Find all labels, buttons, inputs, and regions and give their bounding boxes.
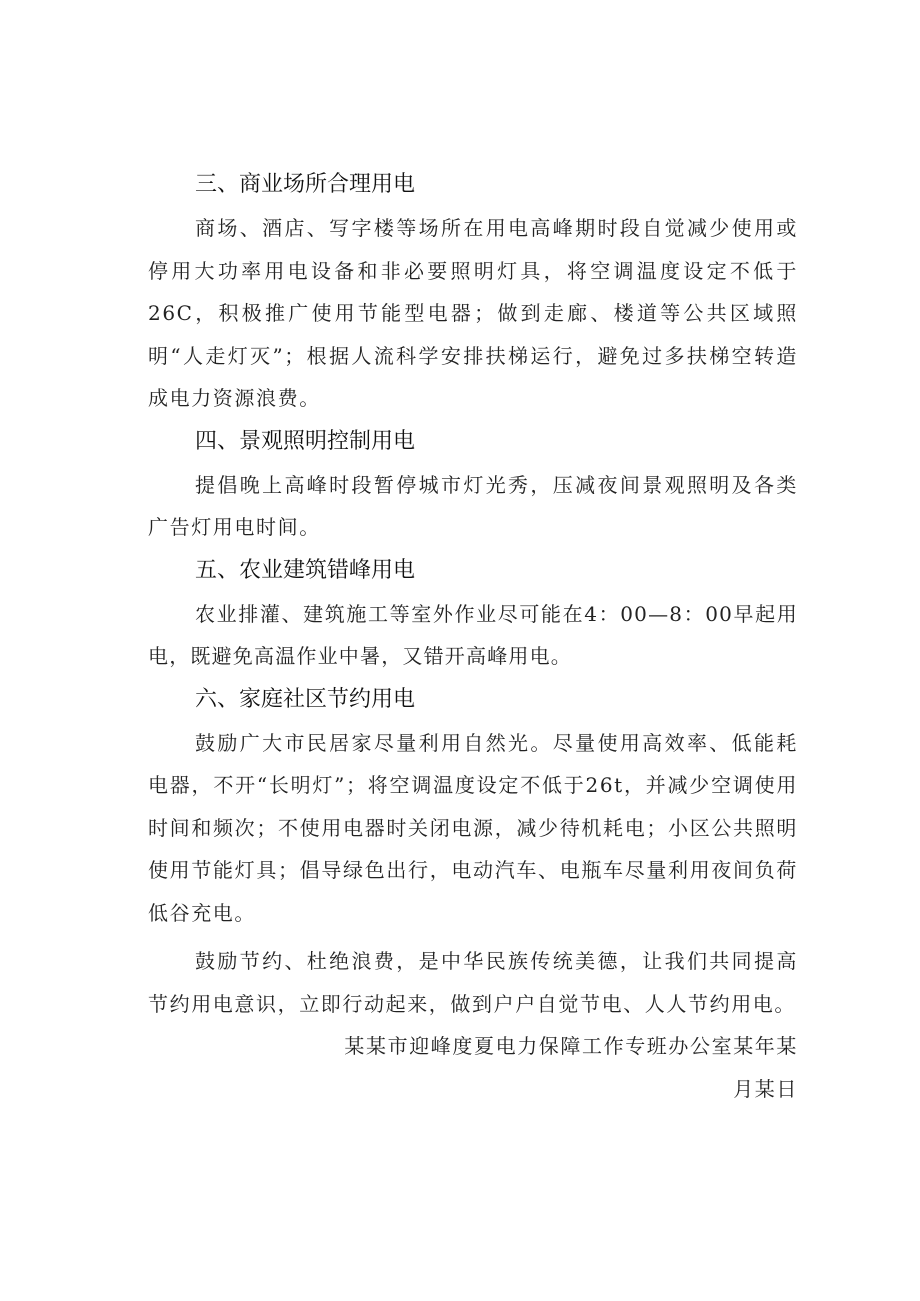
- section-paragraph: 鼓励广大市民居家尽量利用自然光。尽量使用高效率、低能耗电器，不开“长明灯”；将空调温度设定不低于26t，并减少空调使用时间和频次；不使用电器时关闭电源，减少待机耗电；小区公共照明使用节能灯具；倡导绿色出行，电动汽车、电瓶车尽量利用夜间负荷低谷充电。: [148, 730, 798, 925]
- signature-line-2: 月某日: [733, 1076, 798, 1101]
- closing-paragraph: 鼓励节约、杜绝浪费，是中华民族传统美德，让我们共同提高节约用电意识，立即行动起来，做到户户自觉节电、人人节约用电。: [148, 949, 798, 1016]
- signature-block: [148, 1025, 798, 1110]
- section-paragraph: 商场、酒店、写字楼等场所在用电高峰期时段自觉减少使用或停用大功率用电设备和非必要照明灯具，将空调温度设定不低于26C，积极推广使用节能型电器；做到走廊、楼道等公共区域照明“人走灯灭”；根据人流科学安排扶梯运行，避免过多扶梯空转造成电力资源浪费。: [148, 216, 798, 410]
- section-paragraph: 农业排灌、建筑施工等室外作业尽可能在4：00—8：00早起用电，既避免高温作业中暑，又错开高峰用电。: [148, 601, 798, 668]
- section-landscape-lighting: [148, 420, 798, 549]
- section-heading: 四、景观照明控制用电: [195, 428, 416, 454]
- section-household-community: [148, 678, 798, 935]
- section-heading: 三、商业场所合理用电: [195, 172, 416, 197]
- section-commercial: [148, 163, 798, 420]
- signature-line-1: 某某市迎峰度夏电力保障工作专班办公室某年某: [344, 1034, 798, 1058]
- section-heading: 六、家庭社区节约用电: [195, 686, 416, 712]
- document-page: [148, 163, 798, 1110]
- section-agriculture-construction: [148, 549, 798, 678]
- section-paragraph: 提倡晚上高峰时段暂停城市灯光秀，压减夜间景观照明及各类广告灯用电时间。: [148, 472, 798, 539]
- section-heading: 五、农业建筑错峰用电: [195, 557, 416, 583]
